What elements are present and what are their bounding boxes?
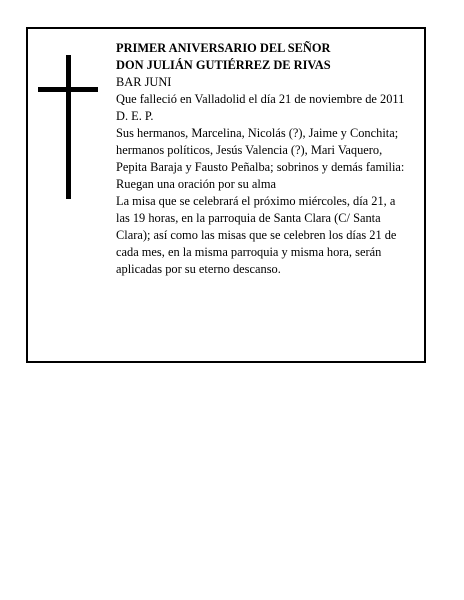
notice-mass-info: La misa que se celebrará el próximo miércoles, día 21, a las 19 horas, en la parroquia de Santa Clara (C/ Santa Clara); así como las misas que se celebren los días 21 de cada mes, en la misma parroquia y misma hora, serán aplicadas por su eterno descanso. xyxy=(116,194,397,276)
notice-text xyxy=(116,40,412,278)
notice-title-line-2: DON JULIÁN GUTIÉRREZ DE RIVAS xyxy=(116,58,331,72)
cross-icon xyxy=(38,55,98,199)
notice-family: Sus hermanos, Marcelina, Nicolás (?), Jaime y Conchita; hermanos políticos, Jesús Valencia (?), Mari Vaquero, Pepita Baraja y Fausto Peñalba; sobrinos y demás familia: xyxy=(116,126,405,174)
cross-vertical-bar xyxy=(66,55,71,199)
obituary-notice xyxy=(26,27,426,363)
notice-death-info: Que falleció en Valladolid el día 21 de noviembre de 2011 xyxy=(116,92,405,106)
notice-rip: D. E. P. xyxy=(116,109,154,123)
notice-request: Ruegan una oración por su alma xyxy=(116,177,276,191)
notice-title-line-1: PRIMER ANIVERSARIO DEL SEÑOR xyxy=(116,41,331,55)
notice-alias: BAR JUNI xyxy=(116,75,172,89)
cross-horizontal-bar xyxy=(38,87,98,92)
